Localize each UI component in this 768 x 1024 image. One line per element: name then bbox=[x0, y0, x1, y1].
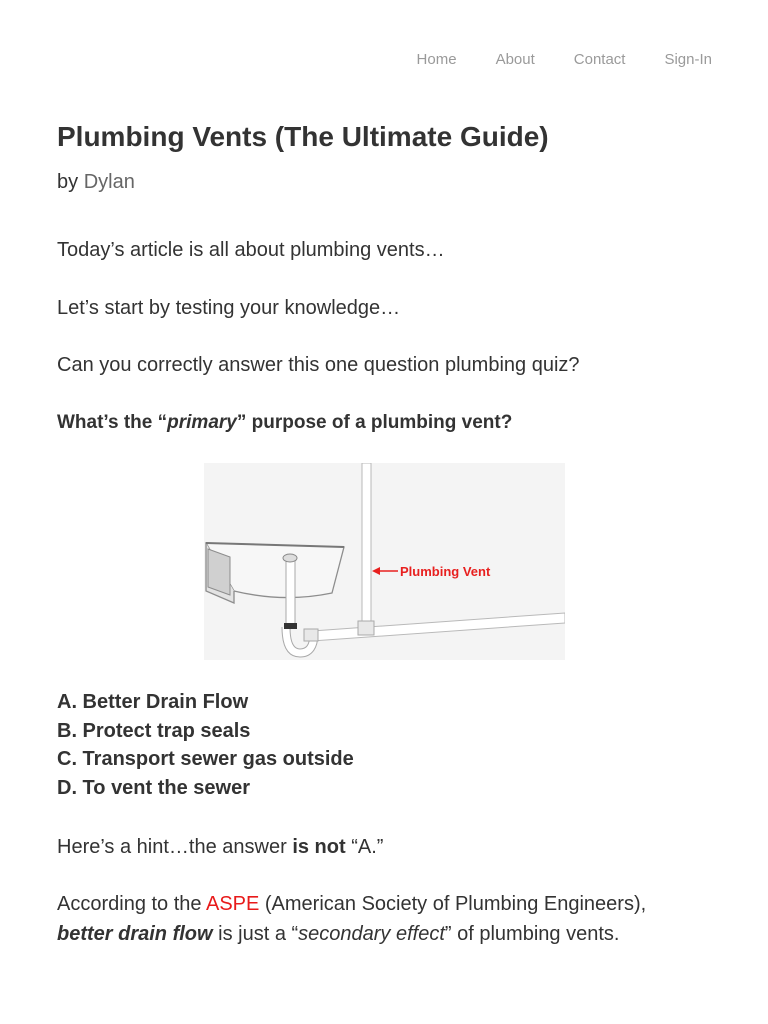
answer-d: D. To vent the sewer bbox=[57, 777, 251, 800]
nav-home-link[interactable]: Home bbox=[416, 51, 457, 68]
nav-about-link[interactable]: About bbox=[495, 51, 535, 68]
question-emphasis: primary bbox=[167, 412, 237, 433]
aspe-prefix: According to the bbox=[57, 893, 206, 915]
plumbing-vent-figure bbox=[204, 463, 565, 660]
page-title: Plumbing Vents (The Ultimate Guide) bbox=[57, 121, 549, 152]
hint-bold: is not bbox=[292, 836, 346, 858]
byline-prefix: by bbox=[57, 171, 79, 193]
nav-sign-in-link[interactable]: Sign-In bbox=[664, 51, 712, 68]
sink-vent-illustration bbox=[204, 463, 565, 660]
byline bbox=[57, 170, 135, 194]
aspe-paragraph bbox=[57, 889, 646, 949]
question-suffix: ” purpose of a plumbing vent? bbox=[236, 412, 513, 433]
aspe-link[interactable]: ASPE bbox=[205, 893, 260, 915]
quiz-question bbox=[57, 408, 512, 438]
question-prefix: What’s the “ bbox=[57, 412, 168, 433]
author-link[interactable]: Dylan bbox=[83, 171, 135, 193]
hint-suffix: “A.” bbox=[345, 836, 384, 858]
nav-contact-link[interactable]: Contact bbox=[573, 51, 626, 68]
answer-list bbox=[57, 688, 354, 803]
aspe-line2-mid: is just a “ bbox=[212, 923, 299, 945]
answer-b: B. Protect trap seals bbox=[57, 719, 251, 742]
intro-paragraph: Today’s article is all about plumbing vents… bbox=[57, 239, 445, 261]
secondary-effect-emphasis: secondary effect bbox=[298, 923, 445, 945]
hint-prefix: Here’s a hint…the answer bbox=[57, 836, 293, 858]
hint-paragraph bbox=[57, 832, 383, 862]
plumbing-vent-label: Plumbing Vent bbox=[400, 564, 491, 579]
better-drain-flow-emphasis: better drain flow bbox=[57, 923, 213, 945]
answer-a: A. Better Drain Flow bbox=[57, 691, 249, 713]
top-nav bbox=[417, 52, 712, 68]
aspe-suffix: (American Society of Plumbing Engineers), bbox=[259, 893, 647, 915]
knowledge-paragraph: Let’s start by testing your knowledge… bbox=[57, 297, 401, 319]
quiz-paragraph: Can you correctly answer this one question plumbing quiz? bbox=[57, 354, 580, 376]
answer-c: C. Transport sewer gas outside bbox=[57, 748, 354, 771]
aspe-line2-end: ” of plumbing vents. bbox=[444, 923, 620, 945]
